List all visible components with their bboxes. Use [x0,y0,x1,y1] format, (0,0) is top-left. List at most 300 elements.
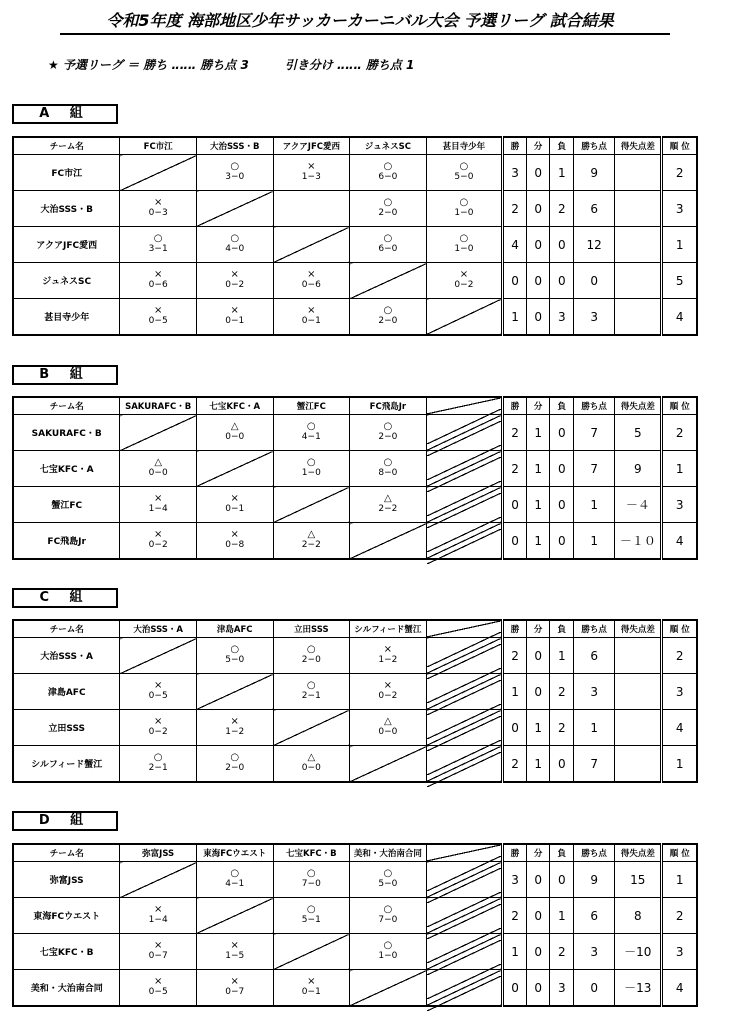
column-header-win: 勝 [503,397,527,415]
result-mark: △ [154,457,163,468]
losses-value: 1 [550,155,574,191]
wins-value: 4 [503,227,527,263]
result-mark: × [153,716,163,727]
match-result-cell [350,415,427,451]
match-score: 1−4 [148,504,168,514]
self-match-cell [196,674,273,710]
group-table [12,843,698,1007]
match-result-cell [350,934,427,970]
result-mark: × [230,976,239,987]
self-match-cell [196,451,273,487]
table-row [13,674,697,710]
draws-value: 1 [526,415,550,451]
team-name: 大治SSS・A [13,638,120,674]
column-header-win: 勝 [503,844,527,862]
result-mark: ○ [306,457,316,468]
table-row [13,299,697,336]
wins-value: 2 [503,191,527,227]
result-mark: × [153,493,163,504]
match-score: 2−2 [378,504,398,514]
wins-value: 0 [503,970,527,1007]
match-score: 1−0 [454,208,474,218]
match-result-cell [120,746,197,783]
table-row [13,898,697,934]
match-result-cell [350,898,427,934]
result-mark: × [153,940,163,951]
points-value: 3 [574,674,615,710]
goal-diff-value [615,155,662,191]
unused-cell [426,746,503,783]
match-result-cell [120,970,197,1007]
rank-value: 3 [662,934,697,970]
points-value: 0 [574,263,615,299]
losses-value: 1 [550,638,574,674]
result-mark: × [153,529,163,540]
self-match-cell [350,523,427,560]
wins-value: 2 [503,746,527,783]
points-value: 6 [574,898,615,934]
match-result-cell [196,263,273,299]
match-score: 0−0 [378,727,398,737]
column-header-points: 勝ち点 [574,397,615,415]
team-name: 大治SSS・B [13,191,120,227]
losses-value: 0 [550,263,574,299]
rank-value: 3 [662,674,697,710]
result-mark: ○ [459,161,469,172]
result-mark: × [383,644,393,655]
table-row [13,415,697,451]
losses-value: 2 [550,934,574,970]
table-row [13,638,697,674]
self-match-cell [273,227,350,263]
match-result-cell [273,862,350,898]
goal-diff-value [615,191,662,227]
group-label: A 組 [12,104,118,124]
match-score: 0−3 [148,208,168,218]
match-result-cell [273,674,350,710]
match-result-cell [426,155,503,191]
match-score: 0−2 [454,280,474,290]
draws-value: 0 [526,934,550,970]
match-result-cell [120,523,197,560]
draws-value: 1 [526,487,550,523]
match-score: 0−0 [148,468,168,478]
table-row [13,191,697,227]
result-mark: × [307,976,316,987]
unused-cell [426,523,503,560]
column-header-opponent: 弥富JSS [120,844,197,862]
group-label: B 組 [12,365,118,385]
column-header-rank: 順 位 [662,620,697,638]
match-result-cell [273,299,350,336]
table-row [13,710,697,746]
losses-value: 2 [550,710,574,746]
match-result-cell [273,191,350,227]
column-header-opponent: アクアJFC愛西 [273,137,350,155]
header-row [13,844,697,862]
match-score: 0−2 [148,727,168,737]
match-score: 2−1 [148,763,168,773]
team-name: 七宝KFC・A [13,451,120,487]
team-name: 蟹江FC [13,487,120,523]
points-value: 7 [574,451,615,487]
table-row [13,227,697,263]
wins-value: 1 [503,934,527,970]
column-header-loss: 負 [550,397,574,415]
result-mark: × [230,529,239,540]
header-row [13,397,697,415]
points-value: 1 [574,487,615,523]
match-result-cell [273,970,350,1007]
match-score: 1−0 [301,468,321,478]
team-name: 七宝KFC・B [13,934,120,970]
points-value: 0 [574,970,615,1007]
column-header-opponent: 七宝KFC・A [196,397,273,415]
match-score: 5−0 [378,879,398,889]
wins-value: 3 [503,155,527,191]
match-score: 4−0 [225,244,245,254]
losses-value: 0 [550,487,574,523]
match-score: 5−0 [225,655,245,665]
rank-value: 3 [662,191,697,227]
goal-diff-value: －１０ [615,523,662,560]
result-mark: × [230,493,239,504]
result-mark: ○ [459,197,469,208]
losses-value: 2 [550,674,574,710]
match-result-cell [120,263,197,299]
draws-value: 1 [526,451,550,487]
column-header-points: 勝ち点 [574,844,615,862]
result-mark: ○ [383,233,393,244]
column-header-opponent: 美和・大治南合同 [350,844,427,862]
match-result-cell [350,710,427,746]
result-mark: ○ [306,680,316,691]
match-score: 5−1 [301,915,321,925]
goal-diff-value [615,227,662,263]
column-header-opponent: 大治SSS・A [120,620,197,638]
wins-value: 0 [503,487,527,523]
match-result-cell [350,862,427,898]
group-label: C 組 [12,588,118,608]
draws-value: 0 [526,155,550,191]
self-match-cell [120,415,197,451]
rank-value: 4 [662,710,697,746]
rank-value: 4 [662,523,697,560]
match-score: 5−0 [454,172,474,182]
draws-value: 0 [526,263,550,299]
wins-value: 0 [503,523,527,560]
legend: ★ 予選リーグ ＝ 勝ち ‥‥‥ 勝ち点 3 引き分け ‥‥‥ 勝ち点 1 [48,58,415,72]
team-name: 甚目寺少年 [13,299,120,336]
result-mark: ○ [383,868,393,879]
rank-value: 1 [662,227,697,263]
result-mark: ○ [306,421,316,432]
match-score: 0−2 [378,691,398,701]
table-row [13,451,697,487]
table-row [13,155,697,191]
match-result-cell [350,638,427,674]
points-value: 7 [574,746,615,783]
match-result-cell [426,263,503,299]
draws-value: 0 [526,191,550,227]
points-value: 3 [574,299,615,336]
column-header-opponent: SAKURAFC・B [120,397,197,415]
wins-value: 0 [503,710,527,746]
match-score: 0−0 [301,763,321,773]
column-header-loss: 負 [550,620,574,638]
result-mark: × [383,680,393,691]
match-result-cell [196,155,273,191]
column-header-diff: 得失点差 [615,844,662,862]
result-mark: × [307,161,316,172]
result-mark: × [153,680,163,691]
match-result-cell [120,451,197,487]
result-mark: ○ [383,421,393,432]
points-value: 12 [574,227,615,263]
match-score: 7−0 [378,915,398,925]
self-match-cell [196,898,273,934]
table-row [13,523,697,560]
rank-value: 1 [662,451,697,487]
wins-value: 1 [503,299,527,336]
column-header-team: チーム名 [13,397,120,415]
match-score: 0−8 [225,540,245,550]
header-row [13,620,697,638]
result-mark: ○ [383,161,393,172]
rank-value: 5 [662,263,697,299]
goal-diff-value [615,746,662,783]
match-score: 0−6 [301,280,321,290]
match-score: 6−0 [378,244,398,254]
group-label: D 組 [12,811,118,831]
column-header-loss: 負 [550,844,574,862]
team-name: シルフィード蟹江 [13,746,120,783]
result-mark: ○ [306,868,316,879]
wins-value: 2 [503,898,527,934]
result-mark: ○ [230,752,240,763]
match-result-cell [196,934,273,970]
match-score: 0−1 [225,504,245,514]
column-header-rank: 順 位 [662,844,697,862]
result-mark: ○ [383,197,393,208]
column-header-team: チーム名 [13,137,120,155]
column-header-draw: 分 [526,397,550,415]
rank-value: 1 [662,862,697,898]
match-result-cell [350,674,427,710]
match-score: 0−5 [148,691,168,701]
column-header-opponent: 大治SSS・B [196,137,273,155]
column-header-rank: 順 位 [662,397,697,415]
title-underline [60,33,670,35]
result-mark: × [307,269,316,280]
losses-value: 3 [550,299,574,336]
wins-value: 2 [503,451,527,487]
match-score: 0−7 [148,951,168,961]
wins-value: 2 [503,415,527,451]
result-mark: × [307,305,316,316]
result-mark: △ [307,529,316,540]
wins-value: 0 [503,263,527,299]
team-name: SAKURAFC・B [13,415,120,451]
draws-value: 1 [526,710,550,746]
column-header-opponent: シルフィード蟹江 [350,620,427,638]
losses-value: 0 [550,451,574,487]
draws-value: 0 [526,898,550,934]
match-score: 4−1 [301,432,321,442]
column-header-opponent: 七宝KFC・B [273,844,350,862]
match-result-cell [120,487,197,523]
match-score: 6−0 [378,172,398,182]
losses-value: 0 [550,862,574,898]
result-mark: ○ [153,233,163,244]
group-table [12,136,698,336]
result-mark: × [153,976,163,987]
match-score: 0−6 [148,280,168,290]
match-score: 0−7 [225,987,245,997]
column-header-diff: 得失点差 [615,137,662,155]
goal-diff-value [615,263,662,299]
column-header-loss: 負 [550,137,574,155]
goal-diff-value: 5 [615,415,662,451]
header-row [13,137,697,155]
match-result-cell [196,415,273,451]
match-score: 3−1 [148,244,168,254]
match-result-cell [273,746,350,783]
result-mark: × [459,269,469,280]
rank-value: 2 [662,898,697,934]
rank-value: 4 [662,970,697,1007]
match-score: 2−0 [225,763,245,773]
table-row [13,487,697,523]
group-table [12,396,698,560]
match-result-cell [196,862,273,898]
column-header-points: 勝ち点 [574,137,615,155]
column-header-diff: 得失点差 [615,620,662,638]
team-name: FC飛島Jr [13,523,120,560]
column-header-team: チーム名 [13,844,120,862]
goal-diff-value [615,674,662,710]
result-mark: × [153,269,163,280]
team-name: アクアJFC愛西 [13,227,120,263]
match-score: 0−2 [148,540,168,550]
result-mark: △ [230,421,239,432]
match-result-cell [273,638,350,674]
match-score: 1−5 [225,951,245,961]
goal-diff-value: 8 [615,898,662,934]
result-mark: × [230,716,239,727]
rank-value: 2 [662,638,697,674]
team-name: 東海FCウエスト [13,898,120,934]
match-result-cell [273,263,350,299]
points-value: 9 [574,862,615,898]
match-result-cell [426,191,503,227]
self-match-cell [426,299,503,336]
result-mark: × [153,305,163,316]
match-result-cell [273,451,350,487]
column-header-diff: 得失点差 [615,397,662,415]
match-result-cell [120,898,197,934]
result-mark: ○ [383,940,393,951]
result-mark: ○ [383,904,393,915]
match-result-cell [350,191,427,227]
rank-value: 2 [662,155,697,191]
wins-value: 1 [503,674,527,710]
table-row [13,862,697,898]
result-mark: × [153,197,163,208]
result-mark: ○ [230,644,240,655]
self-match-cell [120,638,197,674]
match-result-cell [350,227,427,263]
losses-value: 2 [550,191,574,227]
match-result-cell [120,227,197,263]
match-score: 0−1 [225,316,245,326]
result-mark: △ [384,716,392,727]
team-name: 美和・大治南合同 [13,970,120,1007]
match-result-cell [196,299,273,336]
match-result-cell [273,415,350,451]
wins-value: 3 [503,862,527,898]
wins-value: 2 [503,638,527,674]
column-header-opponent: 蟹江FC [273,397,350,415]
match-score: 1−0 [454,244,474,254]
match-score: 1−3 [301,172,321,182]
result-mark: ○ [383,457,393,468]
points-value: 3 [574,934,615,970]
self-match-cell [273,710,350,746]
goal-diff-value [615,710,662,746]
column-header-points: 勝ち点 [574,620,615,638]
match-score: 1−0 [378,951,398,961]
column-header-opponent: 甚目寺少年 [426,137,503,155]
goal-diff-value [615,638,662,674]
losses-value: 0 [550,523,574,560]
team-name: 津島AFC [13,674,120,710]
draws-value: 0 [526,227,550,263]
unused-cell [426,970,503,1007]
match-score: 2−0 [301,655,321,665]
draws-value: 0 [526,638,550,674]
points-value: 7 [574,415,615,451]
column-header-opponent: FC市江 [120,137,197,155]
result-mark: ○ [383,305,393,316]
match-score: 3−0 [225,172,245,182]
losses-value: 0 [550,227,574,263]
result-mark: ○ [306,644,316,655]
match-score: 0−1 [301,316,321,326]
column-header-opponent: 津島AFC [196,620,273,638]
match-result-cell [350,451,427,487]
match-score: 7−0 [301,879,321,889]
match-result-cell [196,746,273,783]
match-result-cell [350,299,427,336]
losses-value: 1 [550,898,574,934]
rank-value: 2 [662,415,697,451]
self-match-cell [273,934,350,970]
rank-value: 4 [662,299,697,336]
self-match-cell [350,263,427,299]
match-score: 2−2 [301,540,321,550]
result-mark: ○ [153,752,163,763]
match-score: 0−2 [225,280,245,290]
self-match-cell [350,746,427,783]
match-result-cell [196,523,273,560]
match-score: 4−1 [225,879,245,889]
column-header-win: 勝 [503,137,527,155]
column-header-opponent: 立田SSS [273,620,350,638]
goal-diff-value: 15 [615,862,662,898]
self-match-cell [196,191,273,227]
table-row [13,263,697,299]
